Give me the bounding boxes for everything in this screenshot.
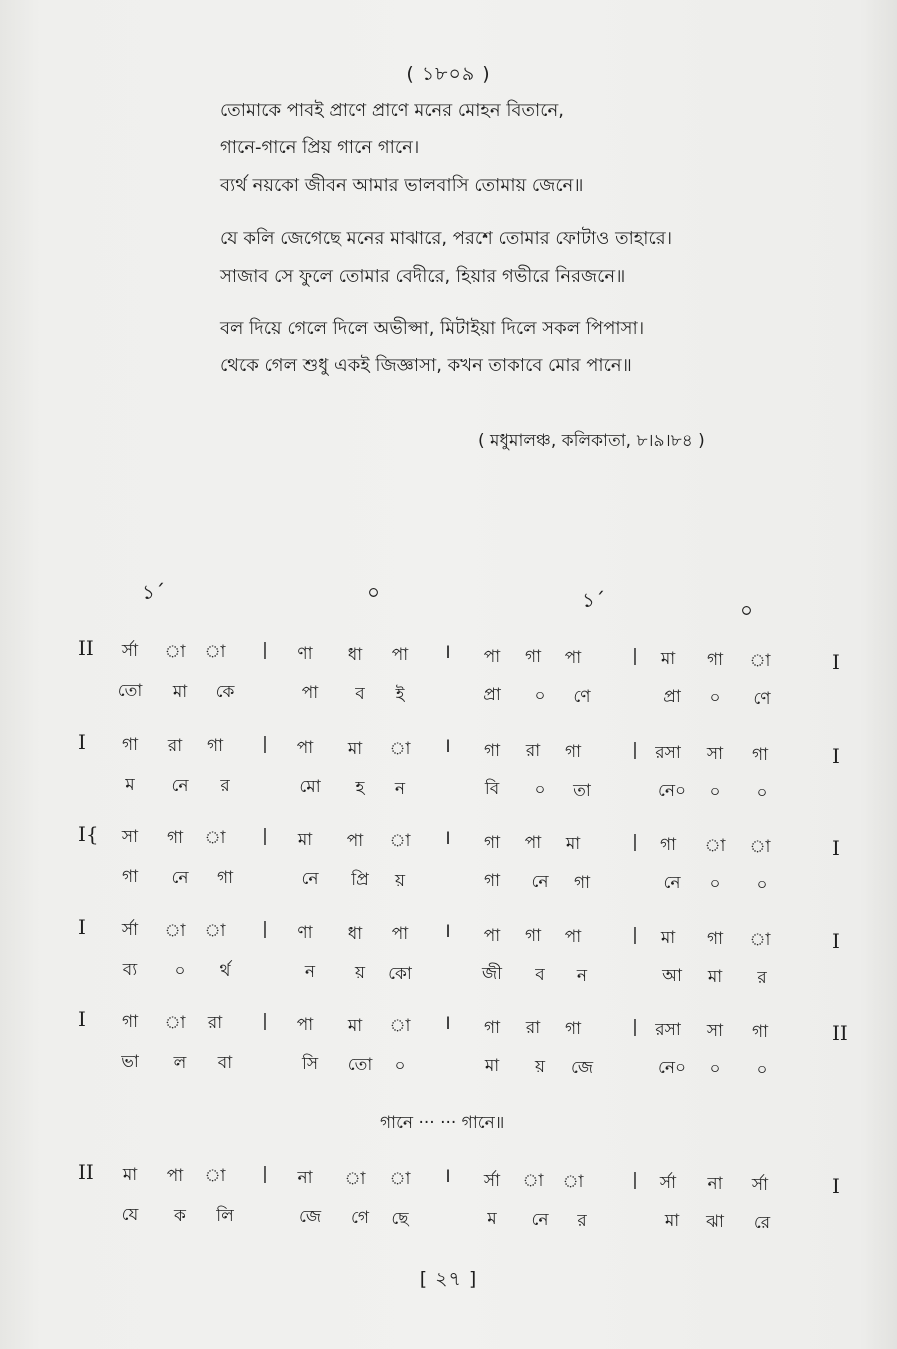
lyric-syllable: প্রা bbox=[483, 685, 501, 706]
verse-line-3: ব্যর্থ নয়কো জীবন আমার ভালবাসি তোমায় জেনে॥ bbox=[220, 175, 584, 196]
division-bar: | bbox=[262, 826, 268, 847]
note: র্সা bbox=[483, 1170, 501, 1191]
lyric-syllable: যে bbox=[121, 1205, 139, 1225]
note: পা bbox=[564, 648, 582, 668]
lyric-syllable: র bbox=[577, 1210, 587, 1231]
lyric-syllable: তা bbox=[573, 780, 591, 801]
note: মা bbox=[122, 1165, 138, 1185]
division-bar: I bbox=[445, 1166, 451, 1187]
note: া bbox=[389, 1016, 411, 1037]
tala-mark-1: ১´ bbox=[142, 580, 165, 604]
lyric-syllable: নে bbox=[531, 1209, 549, 1230]
note: া bbox=[164, 920, 186, 941]
lyric-syllable: ণে bbox=[573, 686, 591, 707]
note: গা bbox=[751, 744, 769, 765]
note: র্সা bbox=[121, 641, 139, 661]
lyric-syllable: জে bbox=[570, 1057, 594, 1078]
division-bar: | bbox=[262, 734, 268, 755]
lyric-syllable: মা bbox=[664, 1211, 680, 1232]
note: পা bbox=[564, 927, 582, 947]
note: পা bbox=[483, 646, 501, 667]
notation-row bbox=[0, 1160, 897, 1240]
note: র্সা bbox=[751, 1174, 769, 1195]
note: গা bbox=[751, 1021, 769, 1042]
row-end-bar: I bbox=[832, 650, 840, 674]
note: মা bbox=[297, 829, 313, 850]
division-bar: | bbox=[632, 739, 638, 760]
lyric-syllable: গে bbox=[350, 1207, 370, 1228]
footer-page-number: [ ২৭ ] bbox=[419, 1268, 478, 1290]
note: পা bbox=[166, 1165, 184, 1186]
lyric-syllable: কে bbox=[215, 682, 235, 703]
lyric-syllable: র্থ bbox=[219, 961, 231, 982]
row-start-bar: I bbox=[78, 1007, 86, 1031]
lyric-syllable: বি bbox=[484, 779, 500, 800]
lyric-syllable: তো bbox=[117, 681, 143, 701]
lyric-syllable: ০ bbox=[709, 688, 721, 708]
division-bar: I bbox=[445, 642, 451, 663]
note: া bbox=[749, 650, 771, 671]
note: সা bbox=[121, 827, 139, 847]
row-end-bar: I bbox=[832, 744, 840, 768]
note: গা bbox=[706, 650, 724, 671]
note: রা bbox=[525, 1018, 541, 1039]
note: গা bbox=[121, 1012, 139, 1032]
note: মা bbox=[660, 649, 676, 670]
note: গা bbox=[659, 835, 677, 856]
lyric-syllable: র bbox=[220, 776, 230, 797]
lyric-syllable: সি bbox=[301, 1054, 319, 1075]
note: গা bbox=[524, 926, 542, 947]
note: সা bbox=[706, 744, 724, 765]
note: া bbox=[344, 1168, 366, 1189]
tala-mark-3: ১´ bbox=[582, 588, 605, 612]
signature-line: ( মধুমালঞ্চ, কলিকাতা, ৮।৯।৮৪ ) bbox=[478, 431, 705, 451]
lyric-syllable: মা bbox=[172, 681, 188, 702]
lyric-syllable: গা bbox=[483, 871, 501, 892]
note: না bbox=[297, 1167, 313, 1188]
notation-row bbox=[0, 915, 897, 995]
note: মা bbox=[660, 928, 676, 949]
note: পা bbox=[346, 830, 364, 851]
tala-mark-4: ০ bbox=[740, 598, 754, 622]
note: ধা bbox=[347, 923, 363, 944]
note: গা bbox=[206, 736, 224, 757]
note: গা bbox=[564, 742, 582, 762]
note: া bbox=[389, 1169, 411, 1190]
lyric-syllable: য় bbox=[534, 1056, 545, 1077]
lyric-syllable: ব্য bbox=[122, 960, 138, 980]
lyric-syllable: ০ bbox=[756, 1059, 768, 1080]
note: া bbox=[389, 739, 411, 760]
lyric-syllable: পা bbox=[301, 683, 319, 704]
tala-mark-2: ০ bbox=[367, 580, 381, 604]
lyric-syllable: ল bbox=[173, 1052, 187, 1073]
lyric-syllable: জে bbox=[298, 1207, 322, 1228]
note: রা bbox=[525, 741, 541, 762]
page-number: ( ১৮০৯ ) bbox=[406, 63, 491, 85]
note: া bbox=[749, 836, 771, 857]
note: গা bbox=[524, 647, 542, 668]
note: গা bbox=[564, 1019, 582, 1039]
note: না bbox=[707, 1174, 723, 1195]
lyric-syllable: লি bbox=[216, 1206, 234, 1227]
verse-line-4: যে কলি জেগেছে মনের মাঝারে, পরশে তোমার ফোটাও তাহারে। bbox=[220, 228, 673, 249]
lyric-syllable: ০ bbox=[709, 782, 721, 802]
division-bar: | bbox=[632, 1169, 638, 1190]
lyric-syllable: জী bbox=[481, 964, 503, 985]
lyric-syllable: ন bbox=[304, 962, 316, 983]
lyric-syllable: ন bbox=[394, 778, 406, 799]
note: া bbox=[204, 828, 226, 849]
lyric-syllable: ম bbox=[487, 1209, 497, 1230]
verse-line-2: গানে-গানে প্রিয় গানে গানে। bbox=[220, 137, 420, 158]
row-start-bar: I bbox=[78, 730, 86, 754]
lyric-syllable: ই bbox=[395, 684, 405, 705]
note: পা bbox=[296, 737, 314, 758]
note: পা bbox=[391, 924, 409, 945]
lyric-syllable: ঝা bbox=[706, 1212, 724, 1232]
note: ধা bbox=[347, 644, 363, 665]
notation-row bbox=[0, 1007, 897, 1087]
lyric-syllable: য় bbox=[354, 962, 365, 983]
division-bar: | bbox=[632, 831, 638, 852]
note: া bbox=[204, 1166, 226, 1187]
lyric-syllable: নে bbox=[171, 775, 189, 796]
note: া bbox=[389, 831, 411, 852]
lyric-syllable: প্রি bbox=[351, 869, 369, 890]
note: মা bbox=[347, 738, 363, 759]
note: পা bbox=[391, 645, 409, 666]
notation-row bbox=[0, 822, 897, 902]
division-bar: I bbox=[445, 921, 451, 942]
lyric-syllable: তো bbox=[347, 1054, 373, 1075]
lyric-syllable: ০ bbox=[174, 960, 186, 981]
lyric-syllable: ০ bbox=[534, 779, 546, 800]
row-end-bar: I bbox=[832, 929, 840, 953]
verse-line-6: বল দিয়ে গেলে দিলে অভীপ্সা, মিটাইয়া দিলে সকল পিপাসা। bbox=[220, 318, 645, 339]
note: া bbox=[204, 642, 226, 663]
lyric-syllable: কো bbox=[388, 963, 412, 984]
division-bar: | bbox=[262, 1011, 268, 1032]
note: রা bbox=[167, 735, 183, 756]
note: গা bbox=[483, 1017, 501, 1038]
division-bar: | bbox=[262, 640, 268, 661]
note: া bbox=[204, 921, 226, 942]
note: রসা bbox=[655, 743, 681, 764]
row-start-bar: I bbox=[78, 915, 86, 939]
note: সা bbox=[706, 1021, 724, 1042]
lyric-syllable: হ bbox=[355, 777, 365, 798]
row-end-bar: I bbox=[832, 1174, 840, 1198]
lyric-syllable: মো bbox=[299, 777, 321, 798]
lyric-syllable: ভা bbox=[121, 1052, 139, 1072]
division-bar: | bbox=[262, 919, 268, 940]
notation-row bbox=[0, 636, 897, 716]
lyric-syllable: গা bbox=[121, 867, 139, 887]
row-start-bar: I{ bbox=[78, 822, 99, 846]
division-bar: | bbox=[632, 645, 638, 666]
note: ণা bbox=[297, 643, 313, 664]
lyric-syllable: নে bbox=[301, 869, 319, 890]
note: পা bbox=[296, 1014, 314, 1035]
lyric-syllable: ০ bbox=[709, 1059, 721, 1079]
lyric-syllable: গা bbox=[216, 868, 234, 889]
lyric-syllable: ছে bbox=[391, 1208, 409, 1229]
note: রসা bbox=[655, 1020, 681, 1041]
lyric-syllable: নে bbox=[531, 871, 549, 892]
lyric-syllable: মা bbox=[484, 1056, 500, 1077]
note: রা bbox=[207, 1013, 223, 1034]
note: গা bbox=[121, 735, 139, 755]
lyric-syllable: ণে bbox=[753, 688, 771, 709]
lyric-syllable: আ bbox=[662, 966, 682, 987]
note: া bbox=[522, 1171, 544, 1192]
division-bar: I bbox=[445, 828, 451, 849]
lyric-syllable: ০ bbox=[394, 1055, 406, 1076]
note: গা bbox=[483, 832, 501, 853]
row-end-bar: I bbox=[832, 836, 840, 860]
note: া bbox=[704, 836, 726, 857]
note: গা bbox=[166, 827, 184, 848]
lyric-syllable: বা bbox=[217, 1053, 233, 1074]
note: গা bbox=[483, 740, 501, 761]
lyric-syllable: নে bbox=[171, 867, 189, 888]
division-bar: | bbox=[632, 924, 638, 945]
lyric-syllable: প্রা bbox=[663, 687, 681, 708]
lyric-syllable: নে০ bbox=[657, 1058, 687, 1079]
division-bar: | bbox=[632, 1016, 638, 1037]
lyric-syllable: ০ bbox=[756, 874, 768, 895]
note: ণা bbox=[297, 922, 313, 943]
lyric-syllable: নে০ bbox=[657, 781, 687, 802]
note: পা bbox=[483, 925, 501, 946]
lyric-syllable: ০ bbox=[756, 782, 768, 803]
row-start-bar: II bbox=[78, 1160, 94, 1184]
row-end-bar: II bbox=[832, 1021, 848, 1045]
division-bar: I bbox=[445, 736, 451, 757]
lyric-syllable: ০ bbox=[709, 874, 721, 894]
verse-line-7: থেকে গেল শুধু একই জিজ্ঞাসা, কখন তাকাবে মোর পানে॥ bbox=[220, 355, 632, 376]
lyric-syllable: রে bbox=[753, 1212, 771, 1233]
lyric-syllable: নে bbox=[663, 873, 681, 894]
lyric-syllable: ০ bbox=[534, 685, 546, 706]
lyric-syllable: ক bbox=[174, 1205, 186, 1226]
note: া bbox=[562, 1172, 584, 1192]
refrain-line: গানে ··· ··· গানে॥ bbox=[380, 1113, 505, 1133]
lyric-syllable: য় bbox=[394, 870, 405, 891]
note: মা bbox=[565, 834, 581, 854]
note: া bbox=[749, 929, 771, 950]
division-bar: | bbox=[262, 1164, 268, 1185]
verse-line-1: তোমাকে পাবই প্রাণে প্রাণে মনের মোহন বিতানে, bbox=[220, 100, 564, 121]
verse-line-5: সাজাব সে ফুলে তোমার বেদীরে, হিয়ার গভীরে নিরজনে॥ bbox=[220, 266, 626, 287]
lyric-syllable: র bbox=[757, 967, 767, 988]
lyric-syllable: ম bbox=[125, 775, 135, 795]
notation-row bbox=[0, 730, 897, 810]
note: র্সা bbox=[659, 1173, 677, 1194]
row-start-bar: II bbox=[78, 636, 94, 660]
lyric-syllable: ব bbox=[355, 683, 365, 704]
note: া bbox=[164, 641, 186, 662]
note: র্সা bbox=[121, 920, 139, 940]
lyric-syllable: গা bbox=[573, 872, 591, 893]
note: পা bbox=[524, 833, 542, 854]
lyric-syllable: মা bbox=[707, 967, 723, 987]
note: মা bbox=[347, 1015, 363, 1036]
division-bar: I bbox=[445, 1013, 451, 1034]
note: া bbox=[164, 1012, 186, 1033]
lyric-syllable: ন bbox=[576, 965, 588, 986]
lyric-syllable: ব bbox=[535, 964, 545, 985]
note: গা bbox=[706, 929, 724, 950]
